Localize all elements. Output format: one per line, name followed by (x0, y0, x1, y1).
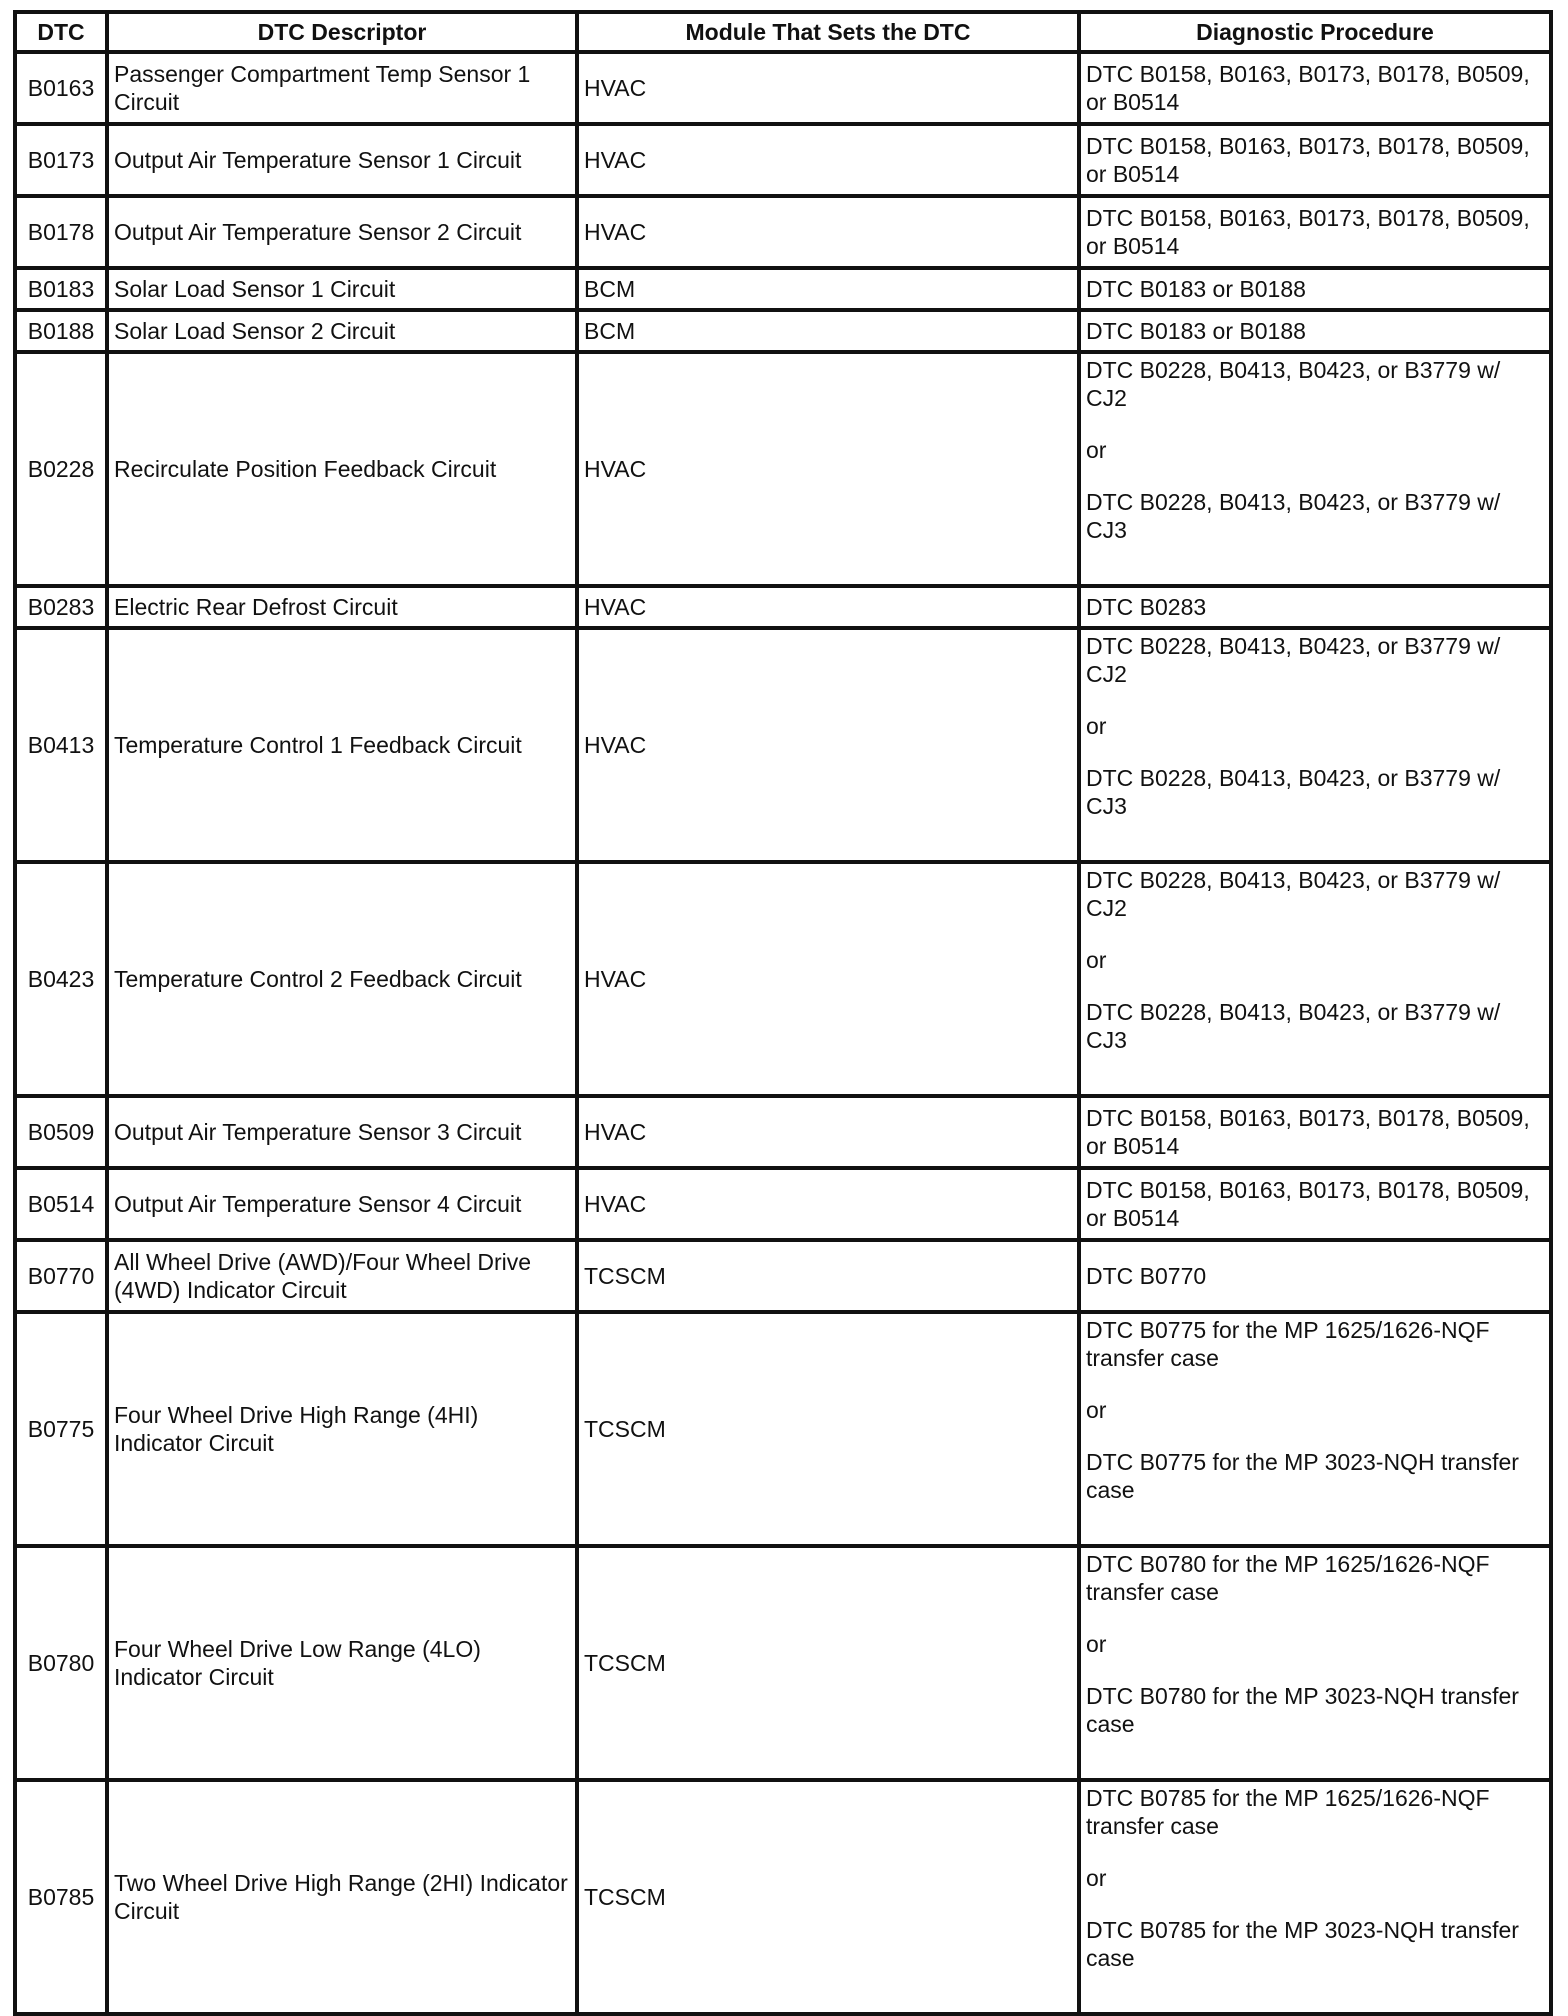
procedure-text: DTC B0183 or B0188 (1086, 276, 1306, 302)
procedure-text: DTC B0158, B0163, B0173, B0178, B0509, or B0514 (1086, 133, 1530, 187)
dtc-code-cell: B0423 (15, 862, 107, 1096)
procedure-or-text: or (1086, 1397, 1107, 1423)
dtc-descriptor-cell: Output Air Temperature Sensor 2 Circuit (107, 196, 577, 268)
module-cell: HVAC (577, 352, 1079, 586)
dtc-descriptor-cell: Temperature Control 2 Feedback Circuit (107, 862, 577, 1096)
dtc-descriptor-cell: Solar Load Sensor 2 Circuit (107, 310, 577, 352)
procedure-text: DTC B0775 for the MP 1625/1626-NQF transfer case (1086, 1317, 1490, 1371)
dtc-code-cell: B0509 (15, 1096, 107, 1168)
module-cell: BCM (577, 310, 1079, 352)
diagnostic-procedure-cell (1079, 268, 1551, 310)
module-cell: HVAC (577, 52, 1079, 124)
module-cell: TCSCM (577, 1546, 1079, 1780)
dtc-descriptor-cell: Four Wheel Drive High Range (4HI) Indicator Circuit (107, 1312, 577, 1546)
table-row (15, 1546, 1551, 1780)
procedure-text: DTC B0228, B0413, B0423, or B3779 w/ CJ2 (1086, 633, 1501, 687)
dtc-descriptor-cell: Recirculate Position Feedback Circuit (107, 352, 577, 586)
module-cell: HVAC (577, 862, 1079, 1096)
procedure-or-text: or (1086, 1631, 1107, 1657)
dtc-table (13, 10, 1553, 2016)
procedure-text: DTC B0158, B0163, B0173, B0178, B0509, or B0514 (1086, 61, 1530, 115)
module-cell: HVAC (577, 1168, 1079, 1240)
dtc-code-cell: B0785 (15, 1780, 107, 2014)
procedure-or-text: or (1086, 713, 1107, 739)
table-row (15, 268, 1551, 310)
table-row (15, 124, 1551, 196)
procedure-text: DTC B0228, B0413, B0423, or B3779 w/ CJ3 (1086, 999, 1501, 1053)
procedure-text: DTC B0228, B0413, B0423, or B3779 w/ CJ3 (1086, 489, 1501, 543)
dtc-code-cell: B0183 (15, 268, 107, 310)
procedure-text: DTC B0158, B0163, B0173, B0178, B0509, or B0514 (1086, 1177, 1530, 1231)
table-row (15, 310, 1551, 352)
dtc-descriptor-cell: Two Wheel Drive High Range (2HI) Indicator Circuit (107, 1780, 577, 2014)
dtc-code-cell: B0770 (15, 1240, 107, 1312)
diagnostic-procedure-cell (1079, 1312, 1551, 1546)
dtc-descriptor-cell: Solar Load Sensor 1 Circuit (107, 268, 577, 310)
dtc-code-cell: B0413 (15, 628, 107, 862)
procedure-text: DTC B0158, B0163, B0173, B0178, B0509, or B0514 (1086, 205, 1530, 259)
module-cell: HVAC (577, 586, 1079, 628)
dtc-descriptor-cell: Passenger Compartment Temp Sensor 1 Circuit (107, 52, 577, 124)
procedure-text: DTC B0770 (1086, 1263, 1207, 1289)
dtc-descriptor-cell: Output Air Temperature Sensor 1 Circuit (107, 124, 577, 196)
table-row (15, 196, 1551, 268)
dtc-descriptor-cell: All Wheel Drive (AWD)/Four Wheel Drive (4WD) Indicator Circuit (107, 1240, 577, 1312)
procedure-text: DTC B0283 (1086, 594, 1207, 620)
diagnostic-procedure-cell (1079, 352, 1551, 586)
table-row (15, 1312, 1551, 1546)
procedure-or-text: or (1086, 1865, 1107, 1891)
procedure-text: DTC B0228, B0413, B0423, or B3779 w/ CJ2 (1086, 867, 1501, 921)
module-cell: TCSCM (577, 1240, 1079, 1312)
dtc-code-cell: B0163 (15, 52, 107, 124)
table-row (15, 352, 1551, 586)
module-cell: HVAC (577, 628, 1079, 862)
diagnostic-procedure-cell (1079, 1096, 1551, 1168)
dtc-code-cell: B0775 (15, 1312, 107, 1546)
dtc-code-cell: B0228 (15, 352, 107, 586)
diagnostic-procedure-cell (1079, 310, 1551, 352)
module-cell: TCSCM (577, 1312, 1079, 1546)
procedure-text: DTC B0785 for the MP 3023-NQH transfer case (1086, 1917, 1519, 1971)
table-row (15, 628, 1551, 862)
dtc-descriptor-cell: Temperature Control 1 Feedback Circuit (107, 628, 577, 862)
diagnostic-procedure-cell (1079, 862, 1551, 1096)
procedure-text: DTC B0228, B0413, B0423, or B3779 w/ CJ3 (1086, 765, 1501, 819)
dtc-code-cell: B0188 (15, 310, 107, 352)
diagnostic-procedure-cell (1079, 124, 1551, 196)
procedure-or-text: or (1086, 947, 1107, 973)
procedure-text: DTC B0183 or B0188 (1086, 318, 1306, 344)
header-descriptor: DTC Descriptor (107, 12, 577, 52)
header-row (15, 12, 1551, 52)
module-cell: HVAC (577, 1096, 1079, 1168)
dtc-code-cell: B0173 (15, 124, 107, 196)
procedure-text: DTC B0780 for the MP 3023-NQH transfer case (1086, 1683, 1519, 1737)
diagnostic-procedure-cell (1079, 52, 1551, 124)
procedure-text: DTC B0775 for the MP 3023-NQH transfer case (1086, 1449, 1519, 1503)
procedure-text: DTC B0228, B0413, B0423, or B3779 w/ CJ2 (1086, 357, 1501, 411)
dtc-descriptor-cell: Electric Rear Defrost Circuit (107, 586, 577, 628)
table-row (15, 862, 1551, 1096)
diagnostic-procedure-cell (1079, 586, 1551, 628)
procedure-or-text: or (1086, 437, 1107, 463)
table-row (15, 586, 1551, 628)
table-body (15, 52, 1551, 2014)
diagnostic-procedure-cell (1079, 1240, 1551, 1312)
dtc-descriptor-cell: Output Air Temperature Sensor 3 Circuit (107, 1096, 577, 1168)
diagnostic-procedure-cell (1079, 628, 1551, 862)
table-row (15, 1168, 1551, 1240)
diagnostic-procedure-cell (1079, 1168, 1551, 1240)
dtc-descriptor-cell: Output Air Temperature Sensor 4 Circuit (107, 1168, 577, 1240)
module-cell: BCM (577, 268, 1079, 310)
procedure-text: DTC B0158, B0163, B0173, B0178, B0509, or B0514 (1086, 1105, 1530, 1159)
dtc-code-cell: B0514 (15, 1168, 107, 1240)
procedure-text: DTC B0780 for the MP 1625/1626-NQF transfer case (1086, 1551, 1490, 1605)
header-procedure: Diagnostic Procedure (1079, 12, 1551, 52)
dtc-code-cell: B0283 (15, 586, 107, 628)
table-row (15, 1780, 1551, 2014)
procedure-text: DTC B0785 for the MP 1625/1626-NQF transfer case (1086, 1785, 1490, 1839)
module-cell: HVAC (577, 124, 1079, 196)
table-row (15, 1096, 1551, 1168)
diagnostic-procedure-cell (1079, 196, 1551, 268)
module-cell: HVAC (577, 196, 1079, 268)
table-row (15, 52, 1551, 124)
table-row (15, 1240, 1551, 1312)
header-dtc: DTC (15, 12, 107, 52)
header-module: Module That Sets the DTC (577, 12, 1079, 52)
dtc-code-cell: B0178 (15, 196, 107, 268)
diagnostic-procedure-cell (1079, 1780, 1551, 2014)
module-cell: TCSCM (577, 1780, 1079, 2014)
dtc-code-cell: B0780 (15, 1546, 107, 1780)
dtc-descriptor-cell: Four Wheel Drive Low Range (4LO) Indicator Circuit (107, 1546, 577, 1780)
diagnostic-procedure-cell (1079, 1546, 1551, 1780)
